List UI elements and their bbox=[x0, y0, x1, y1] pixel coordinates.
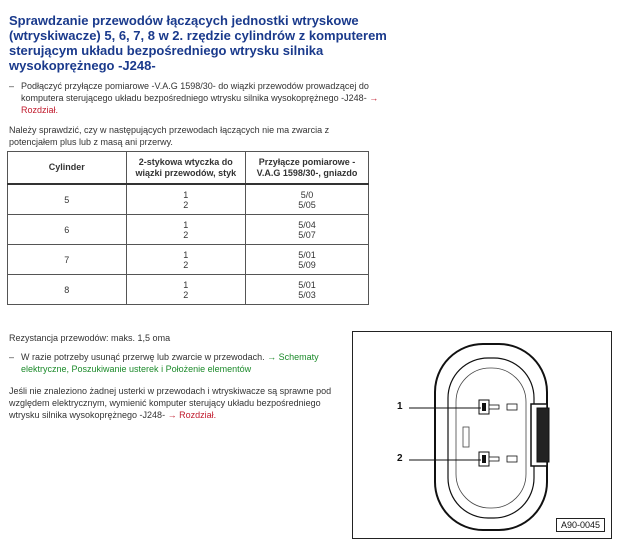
cell-cylinder: 6 bbox=[8, 215, 127, 245]
socket-value: 5/01 bbox=[298, 249, 316, 260]
step-connect-text: Podłączyć przyłącze pomiarowe -V.A.G 1598/30- do wiązki przewodów prowadzącej do komputera sterującego układu bezpośredniego wtrysku silnika wysokoprężnego -J248- → Rozdział. bbox=[21, 81, 379, 115]
table-header-row bbox=[8, 152, 369, 185]
header-socket: Przyłącze pomiarowe -V.A.G 1598/30-, gniazdo bbox=[246, 152, 369, 185]
pin-value: 2 bbox=[183, 199, 189, 210]
wiring-diagrams-link[interactable]: → Schematy elektryczne, Poszukiwanie usterek i Położenie elementów bbox=[21, 352, 319, 374]
resistance-spec: Rezystancja przewodów: maks. 1,5 oma bbox=[9, 333, 171, 343]
table-row bbox=[8, 184, 369, 215]
pin-1 bbox=[479, 400, 517, 414]
cell-cylinder: 8 bbox=[8, 275, 127, 305]
cell-pins bbox=[126, 275, 245, 305]
cell-sockets bbox=[246, 245, 369, 275]
socket-value: 5/03 bbox=[298, 289, 316, 300]
connector-cavity bbox=[448, 358, 534, 518]
bullet-dash: – bbox=[9, 352, 15, 362]
cell-pins bbox=[126, 245, 245, 275]
pin-value: 2 bbox=[183, 259, 189, 270]
cell-cylinder: 7 bbox=[8, 245, 127, 275]
connector-notch bbox=[463, 427, 469, 447]
step-repair-text: W razie potrzeby usunąć przerwę lub zwarcie w przewodach. → Schematy elektryczne, Poszukiwanie usterek i Położenie elementów bbox=[21, 352, 319, 374]
cell-pins bbox=[126, 215, 245, 245]
connector-latch-tab bbox=[537, 408, 549, 462]
cell-sockets bbox=[246, 215, 369, 245]
header-plug-pin: 2-stykowa wtyczka do wiązki przewodów, styk bbox=[126, 152, 245, 185]
pin-value: 1 bbox=[183, 249, 189, 260]
socket-value: 5/05 bbox=[298, 199, 316, 210]
socket-value: 5/09 bbox=[298, 259, 316, 270]
pin-value: 1 bbox=[183, 219, 189, 230]
socket-value: 5/0 bbox=[300, 189, 314, 200]
page-title: Sprawdzanie przewodów łączących jednostki wtryskowe (wtryskiwacze) 5, 6, 7, 8 w 2. rzędzie cylindrów z komputerem sterującym układu bezpośredniego wtrysku silnika wysokoprężnego -J248- bbox=[9, 13, 387, 73]
figure-label-2: 2 bbox=[397, 453, 403, 464]
check-instruction: Należy sprawdzić, czy w następujących przewodach łączących nie ma zwarcia z potencjałem plus lub z masą ani przerwy. bbox=[9, 125, 330, 147]
socket-value: 5/01 bbox=[298, 279, 316, 290]
figure-code: A90-0045 bbox=[556, 518, 605, 532]
cell-cylinder: 5 bbox=[8, 184, 127, 215]
step-repair bbox=[9, 351, 344, 375]
chapter-link[interactable]: → Rozdział. bbox=[21, 93, 379, 115]
connector-inset bbox=[456, 368, 526, 508]
chapter-link[interactable]: → Rozdział. bbox=[167, 410, 217, 420]
table-row bbox=[8, 215, 369, 245]
connection-table bbox=[7, 151, 369, 305]
connector-housing bbox=[435, 344, 547, 530]
figure-label-1: 1 bbox=[397, 401, 403, 412]
final-instruction: Jeśli nie znaleziono żadnej usterki w przewodach i wtryskiwacze są sprawne pod względem elektrycznym, wymienić komputer sterujący układu bezpośredniego wtrysku silnika wysokoprężnego -J248- → Rozdział. bbox=[9, 386, 332, 420]
pin-2 bbox=[479, 452, 517, 466]
table-row bbox=[8, 275, 369, 305]
cell-sockets bbox=[246, 275, 369, 305]
socket-value: 5/04 bbox=[298, 219, 316, 230]
socket-value: 5/07 bbox=[298, 229, 316, 240]
table-row bbox=[8, 245, 369, 275]
connector-drawing bbox=[353, 332, 611, 538]
pin-value: 1 bbox=[183, 279, 189, 290]
bullet-dash: – bbox=[9, 81, 15, 91]
header-cylinder: Cylinder bbox=[8, 152, 127, 185]
connector-figure bbox=[352, 331, 612, 539]
pin-value: 2 bbox=[183, 289, 189, 300]
pin-value: 1 bbox=[183, 189, 189, 200]
pin-value: 2 bbox=[183, 229, 189, 240]
step-connect bbox=[9, 80, 379, 116]
cell-sockets bbox=[246, 184, 369, 215]
cell-pins bbox=[126, 184, 245, 215]
